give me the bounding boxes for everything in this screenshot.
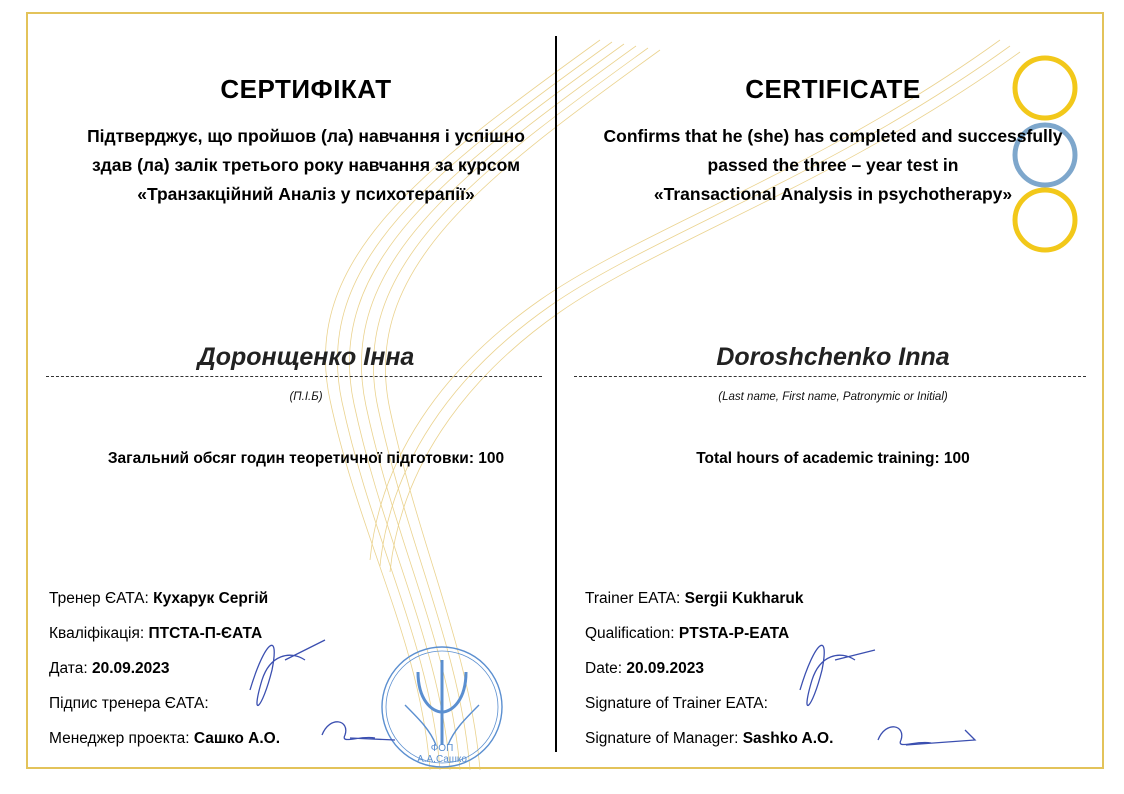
trainer-value: Sergii Kukharuk [684, 590, 804, 607]
total-hours: Total hours of academic training: 100 [696, 450, 970, 467]
confirmation-line: Confirms that he (she) has completed and successfully [603, 126, 1063, 146]
trainer-label: Trainer EATA: [585, 590, 681, 607]
manager-value: Сашко А.О. [193, 730, 281, 747]
manager-label: Signature of Manager: [585, 730, 739, 747]
recipient-name: Doroshchenko Inna [716, 343, 950, 371]
date-row [585, 660, 704, 678]
trainer-row [585, 590, 804, 608]
name-hint: (П.І.Б) [289, 391, 323, 403]
confirmation-line: passed the three – year test in [707, 155, 959, 175]
stamp-text-line1: ФОП [430, 743, 454, 754]
signature-row [49, 695, 209, 713]
trainer-row [49, 590, 268, 608]
qualification-row [49, 625, 262, 643]
qualification-label: Qualification: [585, 625, 675, 642]
certificate-title: СЕРТИФІКАТ [220, 74, 392, 104]
stamp-text-line2: А.А.Сашко [417, 754, 467, 765]
name-dashed-line [574, 376, 1086, 377]
manager-label: Менеджер проекта: [49, 730, 190, 747]
recipient-name: Доронщенко Інна [197, 343, 415, 371]
manager-row [585, 730, 833, 748]
qualification-row [585, 625, 789, 643]
qualification-label: Кваліфікація: [49, 625, 145, 642]
signature-row [585, 695, 768, 713]
manager-value: Sashko A.O. [742, 730, 834, 747]
signature-label: Підпис тренера ЄАТА: [49, 695, 209, 712]
name-hint: (Last name, First name, Patronymic or Initial) [718, 391, 948, 403]
signature-label: Signature of Trainer EATA: [585, 695, 768, 712]
trainer-label: Тренер ЄАТА: [49, 590, 149, 607]
confirmation-line: здав (ла) залік третього року навчання за курсом [91, 155, 521, 175]
qualification-value: PTSTA-P-EATA [678, 625, 790, 642]
date-value: 20.09.2023 [626, 660, 704, 677]
date-label: Дата: [49, 660, 88, 677]
total-hours: Загальний обсяг годин теоретичної підготовки: 100 [107, 450, 505, 467]
certificate-title: CERTIFICATE [745, 74, 921, 104]
date-value: 20.09.2023 [91, 660, 170, 677]
confirmation-text [574, 122, 1092, 209]
confirmation-text [40, 122, 572, 209]
manager-row [49, 730, 280, 748]
confirmation-line: Підтверджує, що пройшов (ла) навчання і успішно [87, 126, 525, 146]
qualification-value: ПТСТА-П-ЄАТА [148, 625, 263, 642]
confirmation-line: «Транзакційний Аналіз у психотерапії» [137, 184, 475, 204]
date-label: Date: [585, 660, 623, 677]
confirmation-line: «Transactional Analysis in psychotherapy» [653, 184, 1013, 204]
date-row [49, 660, 170, 678]
name-dashed-line [46, 376, 542, 377]
trainer-value: Кухарук Сергій [153, 590, 269, 607]
